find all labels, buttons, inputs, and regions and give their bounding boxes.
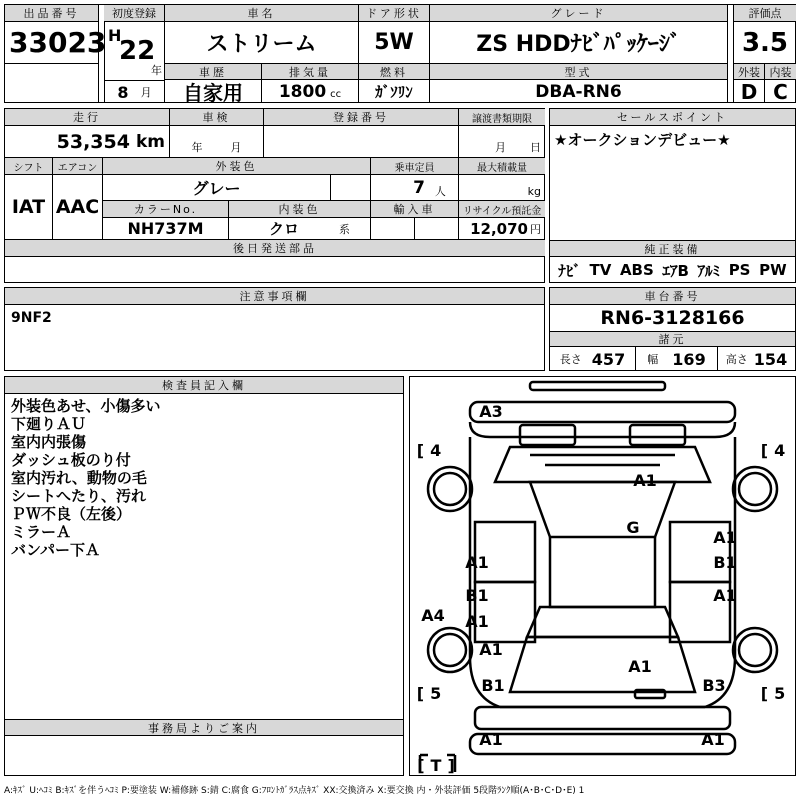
mark-roof: A1 bbox=[628, 656, 652, 676]
length: 457 bbox=[591, 349, 626, 369]
mileage: 53,354 bbox=[56, 130, 130, 153]
grade: ZS HDDﾅﾋﾞﾊﾟｯｹｰｼﾞ bbox=[430, 22, 728, 63]
note-line: ミラーＡ bbox=[11, 523, 72, 541]
mileage-unit: km bbox=[135, 131, 165, 152]
chassis-label: 車台番号 bbox=[550, 288, 795, 305]
equipment-label: 純正装備 bbox=[550, 240, 795, 257]
ac: AAC bbox=[53, 175, 103, 240]
mark-r-rear-door: A1 bbox=[713, 585, 737, 605]
later-parts-cell bbox=[5, 257, 545, 283]
length-cell bbox=[550, 347, 636, 371]
transfer-cell bbox=[459, 126, 545, 158]
tire-rr-label: [ 5 bbox=[760, 683, 786, 703]
mark-front-bumper: A3 bbox=[479, 401, 503, 421]
reg-no-cell bbox=[264, 126, 459, 158]
equipment-item: ﾅﾋﾞ bbox=[558, 261, 581, 280]
int-color-cell bbox=[229, 218, 371, 240]
ac-label: エアコン bbox=[53, 158, 103, 175]
legend: A:ｷｽﾞ U:ﾍｺﾐ B:ｷｽﾞを伴うﾍｺﾐ P:要塗装 W:補修跡 S:錆 C:腐食 G:ﾌﾛﾝﾄｶﾞﾗｽ点ｷｽﾞ XX:交換済み X:要交換 内・外装評価 5段階ﾗﾝｸ順(A･B･C･D･E) 1 bbox=[4, 785, 585, 796]
score-label: 評価点 bbox=[733, 5, 796, 22]
recycle-unit: 円 bbox=[530, 222, 541, 236]
mileage-cell bbox=[5, 126, 170, 158]
month-unit: 月 bbox=[140, 86, 152, 99]
lot-no: 33023 bbox=[5, 22, 99, 63]
car-diagram bbox=[410, 377, 795, 775]
note-line: 外装色あせ、小傷多い bbox=[11, 397, 161, 415]
recycle-cell bbox=[459, 218, 545, 240]
first-reg-label: 初度登録 bbox=[104, 5, 165, 22]
sales-box bbox=[549, 108, 796, 283]
import-cell-b bbox=[415, 218, 459, 240]
office-label: 事務局よりご案内 bbox=[5, 719, 403, 736]
length-label: 長さ bbox=[559, 353, 582, 366]
note-line: ＰＷ不良（左後） bbox=[11, 505, 132, 523]
transfer-day-unit: 日 bbox=[530, 141, 541, 154]
model-label: 型式 bbox=[430, 63, 728, 80]
car-name-label: 車名 bbox=[165, 5, 359, 22]
later-parts-label: 後日発送部品 bbox=[5, 240, 545, 257]
spare-tire-label: [ T ] bbox=[417, 755, 455, 775]
import-label: 輸入車 bbox=[371, 201, 459, 218]
model: DBA-RN6 bbox=[430, 80, 728, 103]
reg-month: 8 bbox=[117, 82, 129, 102]
tire-fl: 4 bbox=[430, 440, 442, 460]
tire-rl-label: [ 5 bbox=[416, 683, 442, 703]
details-box bbox=[4, 108, 545, 283]
color-no: NH737M bbox=[103, 218, 229, 240]
first-reg-cell bbox=[104, 22, 165, 80]
sales-label: セールスポイント bbox=[550, 109, 795, 126]
tire-fr-label: [ 4 bbox=[760, 440, 786, 460]
mark-l-front-door: A1 bbox=[465, 552, 489, 572]
equipment-item: ABS bbox=[619, 261, 654, 279]
mark-r-rear: B3 bbox=[702, 675, 726, 695]
width: 169 bbox=[672, 349, 706, 369]
mark-l-front-door-b: B1 bbox=[465, 585, 489, 605]
exterior-label: 外装 bbox=[733, 63, 765, 80]
import-cell-a bbox=[371, 218, 415, 240]
tire-fr: 4 bbox=[774, 440, 786, 460]
height-label: 高さ bbox=[725, 353, 748, 366]
score: 3.5 bbox=[733, 22, 796, 63]
inspection-cell bbox=[170, 126, 264, 158]
color-blank bbox=[331, 175, 371, 201]
equipment-item: TV bbox=[589, 261, 612, 279]
displacement-label: 排気量 bbox=[262, 63, 359, 80]
mark-r-front-door-b: B1 bbox=[713, 552, 737, 572]
load-label: 最大積載量 bbox=[459, 158, 545, 175]
sales-text: ★オークションデビュー★ bbox=[554, 130, 731, 149]
equipment-item: ｴｱB bbox=[662, 261, 689, 280]
load-unit: kg bbox=[527, 185, 541, 198]
grade-label: グレード bbox=[430, 5, 728, 22]
mark-l-quarter: A1 bbox=[479, 639, 503, 659]
reg-year: 22 bbox=[119, 36, 156, 66]
history: 自家用 bbox=[165, 80, 262, 103]
door-label: ドア形状 bbox=[359, 5, 430, 22]
mark-glass: G bbox=[626, 517, 640, 537]
tire-rl: 5 bbox=[430, 683, 442, 703]
transfer-month-unit: 月 bbox=[495, 141, 506, 154]
caution-box bbox=[4, 287, 545, 371]
equipment-item: PS bbox=[728, 261, 751, 279]
history-label: 車歴 bbox=[165, 63, 262, 80]
spare-tire: T bbox=[430, 755, 442, 775]
note-line: バンパー下Ａ bbox=[11, 541, 100, 559]
inspector-box bbox=[4, 376, 404, 776]
lot-no-blank bbox=[5, 63, 99, 103]
reg-month-cell bbox=[104, 80, 165, 103]
car-name: ストリーム bbox=[165, 22, 359, 63]
equipment-item: PW bbox=[759, 261, 787, 279]
int-color: クロ bbox=[268, 220, 299, 238]
inspection-label: 車検 bbox=[170, 109, 264, 126]
displacement-cell bbox=[262, 80, 359, 103]
load-cell bbox=[459, 175, 545, 201]
year-unit: 年 bbox=[151, 64, 162, 77]
caution-label: 注意事項欄 bbox=[5, 288, 544, 305]
seats: 7 bbox=[413, 177, 425, 198]
seats-cell bbox=[371, 175, 459, 201]
mark-l-rear-bumper: A1 bbox=[479, 729, 503, 749]
mileage-label: 走行 bbox=[5, 109, 170, 126]
note-line: シートへたり、汚れ bbox=[11, 487, 147, 505]
chassis-box bbox=[549, 287, 796, 371]
chassis-no: RN6-3128166 bbox=[600, 307, 745, 329]
interior-label: 内装 bbox=[765, 63, 796, 80]
recycle-label: リサイクル預託金 bbox=[459, 201, 545, 218]
insp-month-unit: 月 bbox=[230, 141, 242, 154]
inspector-label: 検査員記入欄 bbox=[5, 377, 403, 394]
note-line: 下廻りＡＵ bbox=[11, 415, 87, 433]
mark-r-rear-bumper: A1 bbox=[701, 729, 725, 749]
note-line: 室内内張傷 bbox=[11, 433, 87, 451]
caution-text: 9NF2 bbox=[11, 310, 52, 326]
note-line: ダッシュ板のり付 bbox=[11, 451, 131, 469]
mark-hood: A1 bbox=[633, 470, 657, 490]
mark-r-front-door-a: A1 bbox=[713, 527, 737, 547]
displacement-unit: cc bbox=[330, 89, 342, 100]
note-line: 室内汚れ、動物の毛 bbox=[11, 469, 147, 487]
int-color-label: 内装色 bbox=[229, 201, 371, 218]
tire-rr: 5 bbox=[774, 683, 786, 703]
door: 5W bbox=[359, 22, 430, 63]
transfer-label: 譲渡書類期限 bbox=[459, 109, 545, 126]
height: 154 bbox=[753, 349, 788, 369]
width-cell bbox=[636, 347, 718, 371]
equipment-list bbox=[550, 257, 795, 283]
era: H bbox=[108, 26, 122, 45]
header-box bbox=[4, 4, 796, 103]
shift-label: シフト bbox=[5, 158, 53, 175]
displacement: 1800 bbox=[278, 81, 327, 102]
equipment-item: ｱﾙﾐ bbox=[697, 261, 721, 280]
car-diagram-box bbox=[409, 376, 796, 776]
color-no-label: カラーNo. bbox=[103, 201, 229, 218]
tire-fl-label: [ 4 bbox=[416, 440, 442, 460]
fuel: ｶﾞｿﾘﾝ bbox=[359, 80, 430, 103]
inspector-notes bbox=[11, 397, 161, 559]
color-label: 外装色 bbox=[103, 158, 371, 175]
interior-score: C bbox=[773, 79, 788, 104]
height-cell bbox=[718, 347, 795, 371]
mark-l-sill: A4 bbox=[421, 605, 445, 625]
width-label: 幅 bbox=[647, 353, 659, 366]
mark-l-rear: B1 bbox=[481, 675, 505, 695]
insp-year-unit: 年 bbox=[191, 141, 203, 154]
shift: IAT bbox=[5, 175, 53, 240]
fuel-label: 燃料 bbox=[359, 63, 430, 80]
lot-no-label: 出品番号 bbox=[5, 5, 99, 22]
seats-label: 乗車定員 bbox=[371, 158, 459, 175]
specs-label: 諸元 bbox=[550, 331, 795, 347]
mark-l-rear-door: A1 bbox=[465, 611, 489, 631]
color: グレー bbox=[103, 175, 331, 201]
seats-unit: 人 bbox=[434, 184, 446, 198]
exterior-score: D bbox=[733, 80, 765, 103]
reg-no-label: 登録番号 bbox=[264, 109, 459, 126]
int-color-unit: 系 bbox=[339, 222, 350, 236]
recycle: 12,070 bbox=[470, 219, 528, 238]
